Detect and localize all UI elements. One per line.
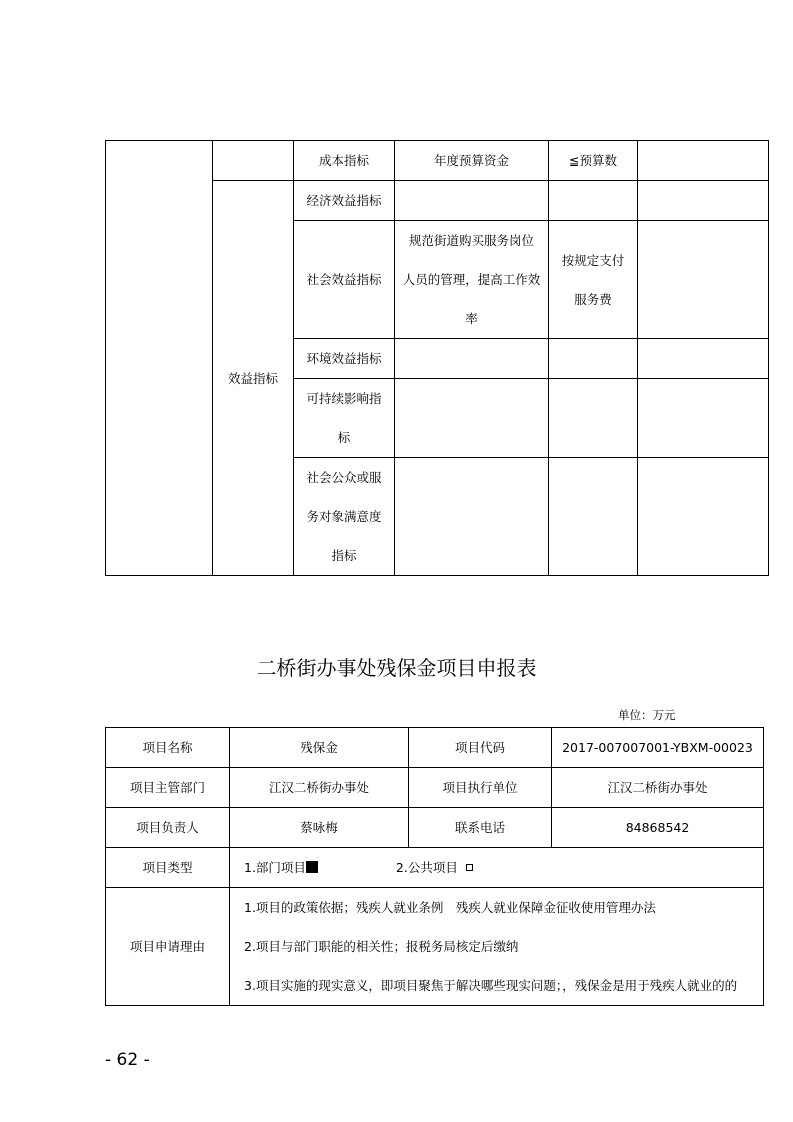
- phone-value: 84868542: [552, 808, 764, 848]
- project-type-label: 项目类型: [106, 848, 230, 888]
- type-option-public: 2.公共项目: [395, 860, 458, 875]
- satisfaction-line: 社会公众或服: [306, 470, 382, 485]
- project-name-label: 项目名称: [106, 728, 230, 768]
- indicator-table: [105, 140, 769, 576]
- blank-cell: [549, 458, 638, 576]
- social-benefit-label: 社会效益指标: [294, 221, 395, 339]
- blank-cell: [106, 141, 213, 576]
- dept-label: 项目主管部门: [106, 768, 230, 808]
- annual-budget-cell: 年度预算资金: [395, 141, 549, 181]
- satisfaction-line: 指标: [331, 548, 357, 563]
- blank-cell: [395, 458, 549, 576]
- reason-line-1: 1.项目的政策依据；残疾人就业条例 残疾人就业保障金征收使用管理办法: [230, 888, 764, 928]
- satisfaction-line: 务对象满意度: [306, 509, 382, 524]
- checked-box-icon: [306, 861, 318, 873]
- project-name-value: 残保金: [230, 728, 409, 768]
- person-value: 蔡咏梅: [230, 808, 409, 848]
- sustainable-line: 可持续影响指: [306, 391, 382, 406]
- type-option-dept: 1.部门项目: [244, 860, 306, 875]
- sustainable-impact-label: [294, 379, 395, 458]
- blank-cell: [213, 141, 294, 181]
- blank-cell: [549, 379, 638, 458]
- exec-unit-value: 江汉二桥街办事处: [552, 768, 764, 808]
- blank-cell: [638, 181, 769, 221]
- reason-line-2: 2.项目与部门职能的相关性；报税务局核定后缴纳: [230, 927, 764, 966]
- social-benefit-target: [549, 221, 638, 339]
- budget-limit-cell: ≦预算数: [549, 141, 638, 181]
- unit-label: 单位：万元: [618, 708, 676, 722]
- form-title: 二桥街办事处残保金项目申报表: [256, 656, 537, 680]
- social-target-line: 服务费: [574, 291, 612, 307]
- page-number: - 62 -: [105, 1050, 150, 1070]
- project-type-options: [230, 848, 764, 888]
- project-code-value: 2017-007007001-YBXM-00023: [552, 728, 764, 768]
- social-benefit-content: [395, 221, 549, 339]
- cost-indicator-label: 成本指标: [294, 141, 395, 181]
- blank-cell: [638, 339, 769, 379]
- blank-cell: [549, 181, 638, 221]
- reason-label: 项目申请理由: [106, 888, 230, 1006]
- social-target-line: 按规定支付: [561, 252, 625, 268]
- project-code-label: 项目代码: [409, 728, 552, 768]
- social-content-line: 人员的管理，提高工作效: [402, 272, 541, 287]
- blank-cell: [638, 379, 769, 458]
- benefit-indicator-label: 效益指标: [213, 181, 294, 576]
- sustainable-line: 标: [337, 430, 351, 445]
- blank-cell: [638, 221, 769, 339]
- environment-benefit-label: 环境效益指标: [294, 339, 395, 379]
- economic-benefit-label: 经济效益指标: [294, 181, 395, 221]
- project-application-table: [105, 727, 764, 1006]
- blank-cell: [638, 458, 769, 576]
- blank-cell: [638, 141, 769, 181]
- dept-value: 江汉二桥街办事处: [230, 768, 409, 808]
- social-content-line: 规范街道购买服务岗位: [408, 233, 534, 248]
- exec-unit-label: 项目执行单位: [409, 768, 552, 808]
- social-content-line: 率: [465, 311, 478, 326]
- blank-cell: [549, 339, 638, 379]
- phone-label: 联系电话: [409, 808, 552, 848]
- satisfaction-label: [294, 458, 395, 576]
- blank-cell: [395, 379, 549, 458]
- person-label: 项目负责人: [106, 808, 230, 848]
- blank-cell: [395, 339, 549, 379]
- reason-line-3: 3.项目实施的现实意义，即项目聚焦于解决哪些现实问题；，残保金是用于残疾人就业的的: [230, 966, 764, 1006]
- blank-cell: [395, 181, 549, 221]
- unchecked-box-icon: [466, 864, 473, 871]
